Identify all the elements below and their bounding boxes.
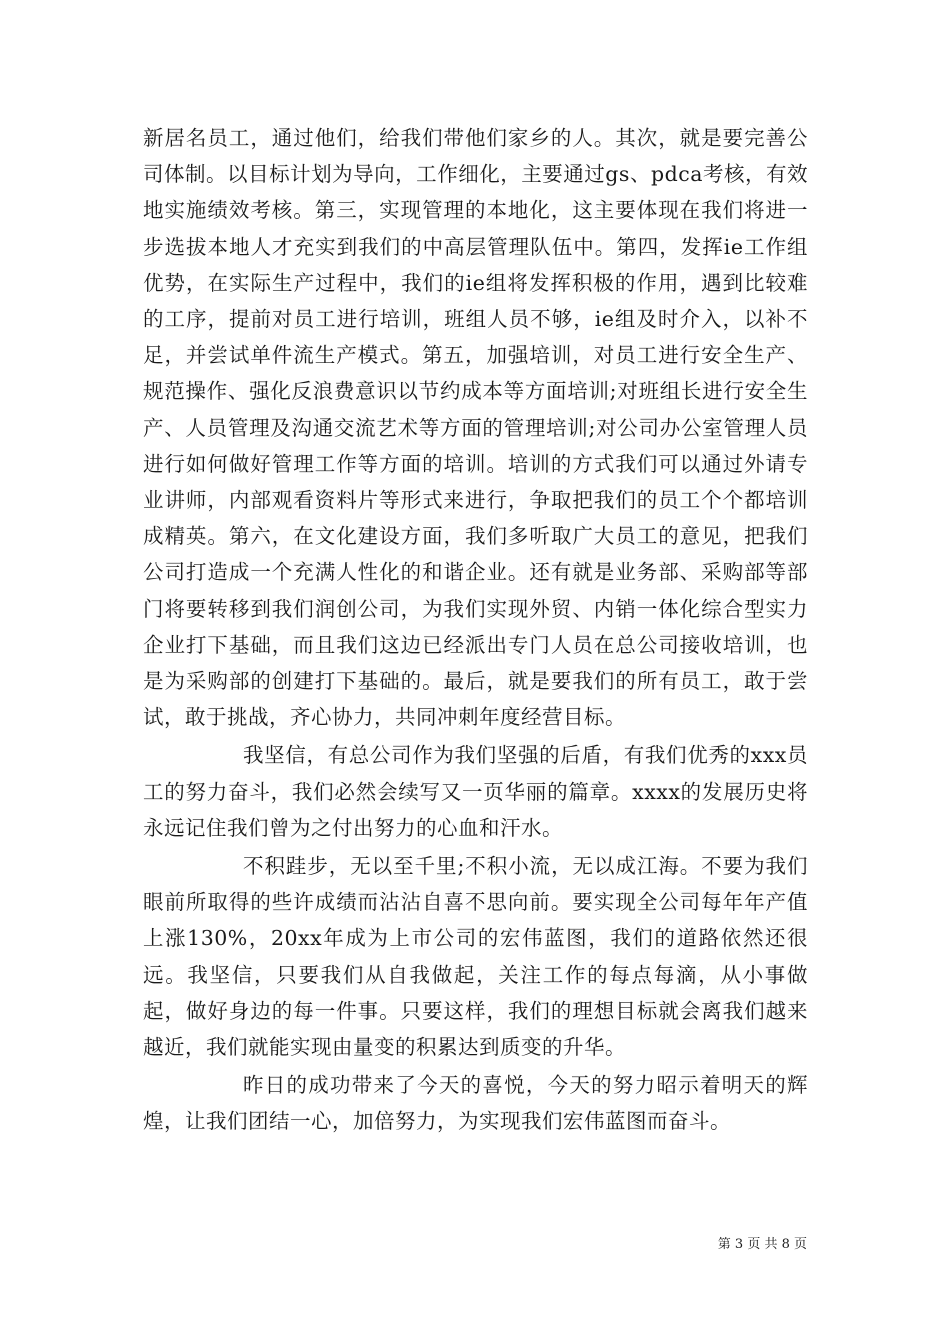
page-number-footer: 第 3 页 共 8 页	[717, 1237, 807, 1252]
paragraph-3: 不积跬步，无以至千里;不积小流，无以成江海。不要为我们眼前所取得的些许成绩而沾沾自喜不思向前。要实现全公司每年年产值上涨130%，20xx年成为上市公司的宏伟蓝图，我们的道路依然还很远。我坚信，只要我们从自我做起，关注工作的每点每滴，从小事做起，做好身边的每一件事。只要这样，我们的理想目标就会离我们越来越近，我们就能实现由量变的积累达到质变的升华。	[143, 854, 808, 1060]
paragraph-4: 昨日的成功带来了今天的喜悦，今天的努力昭示着明天的辉煌，让我们团结一心，加倍努力，为实现我们宏伟蓝图而奋斗。	[143, 1073, 808, 1134]
document-body	[143, 120, 808, 1140]
paragraph-2: 我坚信，有总公司作为我们坚强的后盾，有我们优秀的xxx员工的努力奋斗，我们必然会续写又一页华丽的篇章。xxxx的发展历史将永远记住我们曾为之付出努力的心血和汗水。	[143, 743, 808, 840]
paragraph-1: 新居名员工，通过他们，给我们带他们家乡的人。其次，就是要完善公司体制。以目标计划为导向，工作细化，主要通过gs、pdca考核，有效地实施绩效考核。第三，实现管理的本地化，这主要体现在我们将进一步选拔本地人才充实到我们的中高层管理队伍中。第四，发挥ie工作组优势，在实际生产过程中，我们的ie组将发挥积极的作用，遇到比较难的工序，提前对员工进行培训，班组人员不够，ie组及时介入，以补不足，并尝试单件流生产模式。第五，加强培训，对员工进行安全生产、规范操作、强化反浪费意识以节约成本等方面培训;对班组长进行安全生产、人员管理及沟通交流艺术等方面的管理培训;对公司办公室管理人员进行如何做好管理工作等方面的培训。培训的方式我们可以通过外请专业讲师，内部观看资料片等形式来进行，争取把我们的员工个个都培训成精英。第六，在文化建设方面，我们多听取广大员工的意见，把我们公司打造成一个充满人性化的和谐企业。还有就是业务部、采购部等部门将要转移到我们润创公司，为我们实现外贸、内销一体化综合型实力企业打下基础，而且我们这边已经派出专门人员在总公司接收培训，也是为采购部的创建打下基础的。最后，就是要我们的所有员工，敢于尝试，敢于挑战，齐心协力，共同冲刺年度经营目标。	[143, 126, 808, 730]
